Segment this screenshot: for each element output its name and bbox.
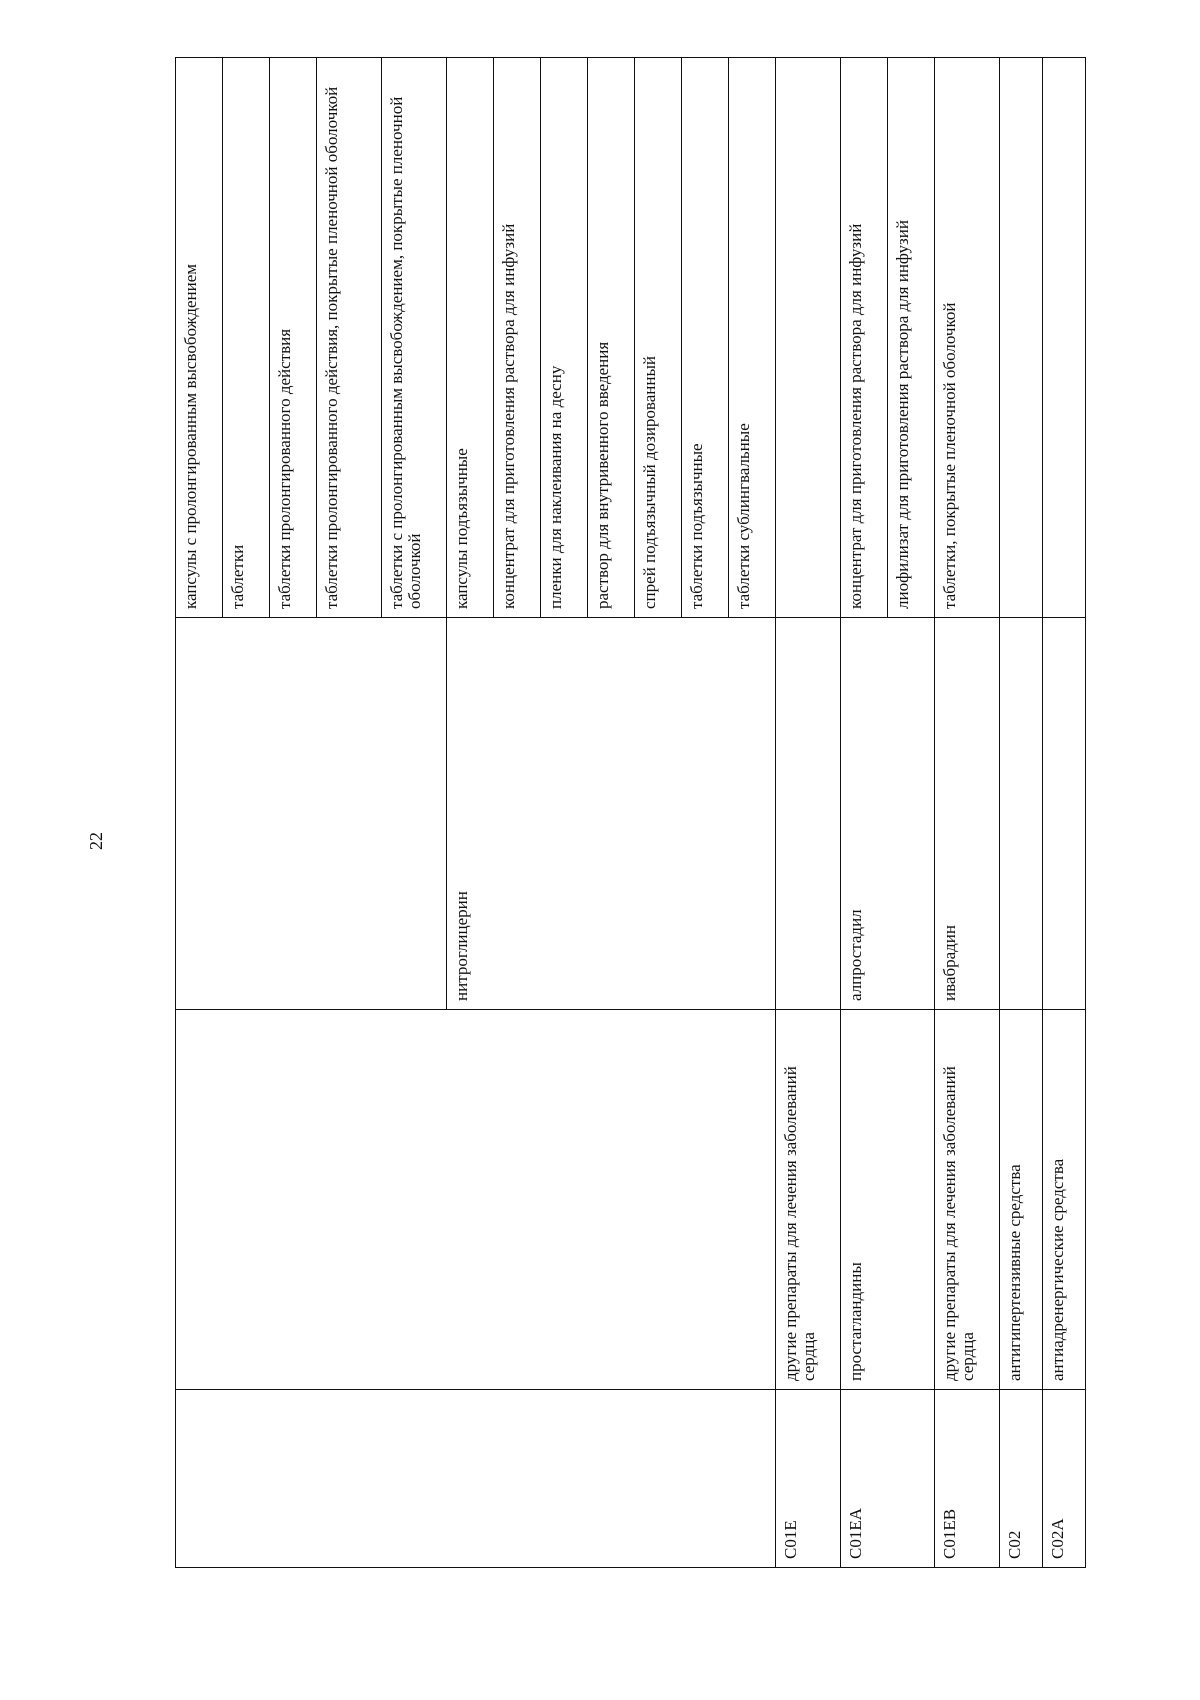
table-row — [176, 58, 223, 1568]
group-cell: простагландины — [841, 1010, 935, 1390]
dosage-form-cell: таблетки с пролонгированным высвобождением, покрытые пленочной оболочкой — [382, 58, 447, 618]
drug-table — [175, 57, 1086, 1568]
atc-code-cell: C01E — [776, 1390, 841, 1568]
dosage-form-cell: пленки для наклеивания на десну — [541, 58, 588, 618]
dosage-form-cell: концентрат для приготовления раствора для инфузий — [494, 58, 541, 618]
dosage-form-cell — [776, 58, 841, 618]
drug-cell: нитроглицерин — [447, 618, 776, 1010]
drug-cell: алпростадил — [841, 618, 935, 1010]
drug-cell — [776, 618, 841, 1010]
dosage-form-cell: лиофилизат для приготовления раствора для инфузий — [888, 58, 935, 618]
dosage-form-cell: таблетки — [223, 58, 270, 618]
atc-code-cell: C02A — [1043, 1390, 1086, 1568]
dosage-form-cell: таблетки подъязычные — [682, 58, 729, 618]
dosage-form-cell: раствор для внутривенного введения — [588, 58, 635, 618]
dosage-form-cell: таблетки пролонгированного действия — [270, 58, 317, 618]
atc-code-cell: C02 — [1000, 1390, 1043, 1568]
group-cell: антиадренергические средства — [1043, 1010, 1086, 1390]
drug-cell — [1043, 618, 1086, 1010]
dosage-form-cell: таблетки сублингвальные — [729, 58, 776, 618]
drug-cell — [176, 618, 447, 1010]
group-cell: другие препараты для лечения заболеваний сердца — [935, 1010, 1000, 1390]
group-cell — [176, 1010, 776, 1390]
atc-code-cell: C01EA — [841, 1390, 935, 1568]
table-row — [776, 58, 841, 1568]
page-number: 22 — [86, 832, 106, 850]
code-cell — [176, 1390, 776, 1568]
dosage-form-cell — [1043, 58, 1086, 618]
rotated-page — [175, 58, 1093, 1568]
dosage-form-cell: капсулы подъязычные — [447, 58, 494, 618]
atc-code-cell: C01EB — [935, 1390, 1000, 1568]
dosage-form-cell: спрей подъязычный дозированный — [635, 58, 682, 618]
table-row — [1000, 58, 1043, 1568]
dosage-form-cell: концентрат для приготовления раствора для инфузий — [841, 58, 888, 618]
table-row — [1043, 58, 1086, 1568]
dosage-form-cell: таблетки пролонгированного действия, покрытые пленочной оболочкой — [317, 58, 382, 618]
group-cell: другие препараты для лечения заболеваний сердца — [776, 1010, 841, 1390]
dosage-form-cell: капсулы с пролонгированным высвобождением — [176, 58, 223, 618]
dosage-form-cell — [1000, 58, 1043, 618]
table-row — [935, 58, 1000, 1568]
dosage-form-cell: таблетки, покрытые пленочной оболочкой — [935, 58, 1000, 618]
group-cell: антигипертензивные средства — [1000, 1010, 1043, 1390]
drug-cell: ивабрадин — [935, 618, 1000, 1010]
drug-cell — [1000, 618, 1043, 1010]
table-row — [841, 58, 888, 1568]
